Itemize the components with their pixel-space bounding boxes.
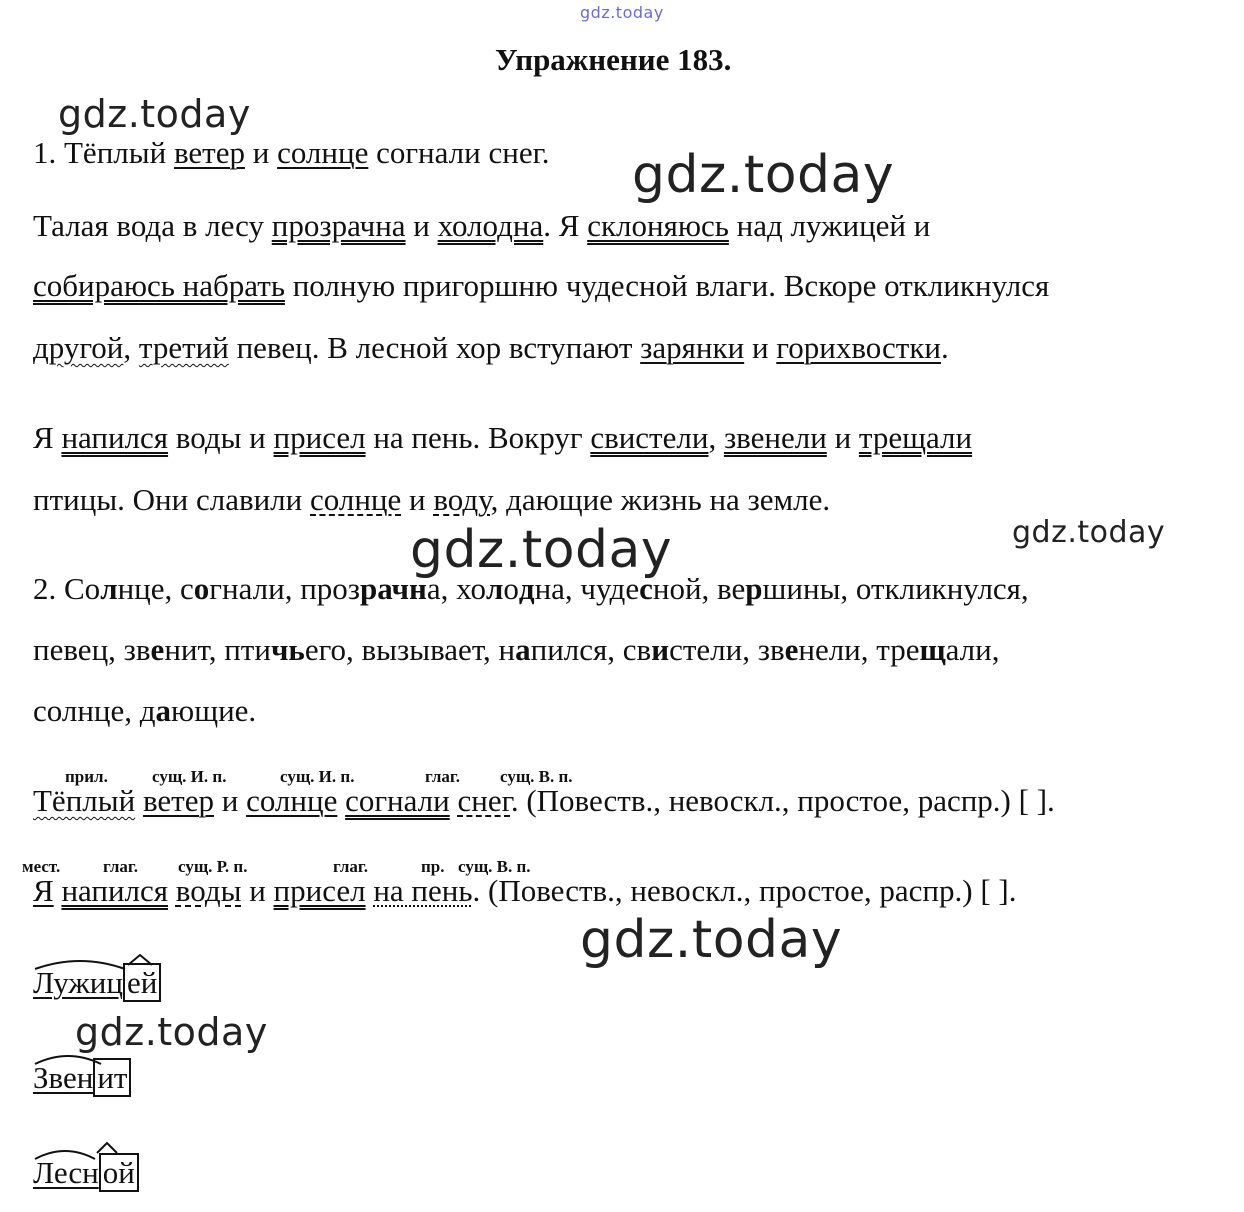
text: 2. Со bbox=[33, 571, 101, 606]
bold-letter: рачн bbox=[360, 571, 427, 606]
bold-letter: и bbox=[651, 632, 670, 667]
text: и bbox=[405, 208, 438, 243]
parse-sentence-2 bbox=[33, 873, 1016, 909]
subject-word: зарянки bbox=[640, 330, 745, 365]
part1-line-4 bbox=[33, 330, 949, 366]
bold-letter: а bbox=[515, 632, 531, 667]
predicate-word: трещали bbox=[858, 420, 973, 455]
bold-letter: д bbox=[518, 571, 535, 606]
text: ной, ве bbox=[652, 571, 746, 606]
text: ющие. bbox=[171, 693, 257, 728]
pos-label: сущ. В. п. bbox=[458, 857, 531, 876]
suffix-caret-icon bbox=[95, 1141, 121, 1155]
bold-letter: а bbox=[155, 693, 172, 728]
text: и bbox=[401, 482, 434, 517]
object-word: солнце bbox=[310, 482, 402, 517]
watermark-4: gdz.today bbox=[410, 520, 673, 580]
text: нит, пти bbox=[164, 632, 271, 667]
predicate-word: собираюсь набрать bbox=[33, 268, 285, 303]
pos-label: глаг. bbox=[425, 767, 460, 786]
text: и bbox=[213, 783, 247, 818]
pos-label: мест. bbox=[22, 857, 61, 876]
pos-label: сущ. Р. п. bbox=[178, 857, 248, 876]
subject-word: горихвостки bbox=[776, 330, 941, 365]
suffix-caret-icon bbox=[126, 953, 156, 967]
part2-line-3 bbox=[33, 693, 256, 729]
text bbox=[168, 873, 176, 908]
watermark-5: gdz.today bbox=[580, 910, 843, 970]
text: нце, с bbox=[117, 571, 194, 606]
text bbox=[337, 783, 345, 818]
part1-line-2 bbox=[33, 208, 930, 244]
predicate-word: холодна bbox=[437, 208, 544, 243]
object-word: воды bbox=[175, 873, 242, 908]
morpheme-ending: ой bbox=[99, 1153, 139, 1192]
predicate-word: согнали bbox=[345, 783, 450, 818]
text: , bbox=[123, 330, 139, 365]
text: али, bbox=[945, 632, 1000, 667]
bold-letter: р bbox=[745, 571, 763, 606]
bold-letter: е bbox=[784, 632, 799, 667]
part2-line-2 bbox=[33, 632, 999, 668]
text: согнали снег. bbox=[368, 135, 550, 170]
text: полную пригоршню чудесной влаги. Вскоре откликнулся bbox=[284, 268, 1050, 303]
morpheme-root: Лужиц bbox=[33, 965, 123, 1000]
predicate-word: присел bbox=[273, 420, 366, 455]
text: . (Повеств., невоскл., простое, распр.) [ ]. bbox=[472, 873, 1017, 908]
text: и bbox=[244, 135, 278, 170]
bold-letter: л bbox=[485, 571, 504, 606]
predicate-word: звенели bbox=[723, 420, 827, 455]
text: Я bbox=[33, 420, 62, 455]
pos-label: глаг. bbox=[333, 857, 368, 876]
text: и bbox=[744, 330, 777, 365]
bold-letter: о bbox=[193, 571, 210, 606]
text: , дающие жизнь на земле. bbox=[490, 482, 831, 517]
text: , bbox=[708, 420, 724, 455]
pos-label: сущ. И. п. bbox=[280, 767, 355, 786]
text: Талая вода в лесу bbox=[33, 208, 272, 243]
subject-word: Я bbox=[33, 873, 54, 908]
part1-line-5 bbox=[33, 420, 972, 456]
object-word: воду bbox=[433, 482, 491, 517]
part2-line-1 bbox=[33, 571, 1029, 607]
predicate-word: свистели bbox=[590, 420, 709, 455]
text: гнали, проз bbox=[209, 571, 361, 606]
bold-letter: чь bbox=[270, 632, 305, 667]
morpheme-root: Звен bbox=[33, 1060, 94, 1095]
predicate-word: напился bbox=[61, 420, 169, 455]
text: над лужицей и bbox=[728, 208, 931, 243]
text: стели, зв bbox=[669, 632, 785, 667]
text: певец. В лесной хор вступают bbox=[228, 330, 641, 365]
parse-sentence-1 bbox=[33, 783, 1055, 819]
bold-letter: с bbox=[639, 571, 653, 606]
pos-label: сущ. И. п. bbox=[152, 767, 227, 786]
text: певец, зв bbox=[33, 632, 151, 667]
text: солнце, д bbox=[33, 693, 156, 728]
text: на пень. Вокруг bbox=[365, 420, 591, 455]
text: . bbox=[940, 330, 949, 365]
pos-label: глаг. bbox=[103, 857, 138, 876]
object-word: снег bbox=[457, 783, 511, 818]
text: и bbox=[826, 420, 859, 455]
attribute-word: другой bbox=[33, 330, 124, 365]
predicate-word: присел bbox=[273, 873, 366, 908]
part1-line-6 bbox=[33, 482, 830, 518]
morpheme-word-3 bbox=[33, 1155, 139, 1191]
morpheme-word-1 bbox=[33, 965, 161, 1001]
text: нели, тре bbox=[798, 632, 920, 667]
part1-line-1 bbox=[33, 135, 550, 171]
morpheme-ending: ит bbox=[93, 1058, 131, 1097]
text: воды и bbox=[168, 420, 274, 455]
watermark-2: gdz.today bbox=[632, 145, 895, 205]
text: о bbox=[503, 571, 519, 606]
text: и bbox=[241, 873, 274, 908]
pos-label: пр. bbox=[421, 857, 445, 876]
subject-word: солнце bbox=[246, 783, 338, 818]
morpheme-root: Лесн bbox=[33, 1155, 99, 1190]
text: его, вызывает, н bbox=[304, 632, 516, 667]
root-arc-icon bbox=[33, 1147, 143, 1161]
morpheme-ending: ей bbox=[123, 963, 161, 1002]
text: . (Повеств., невоскл., простое, распр.) [ ]. bbox=[510, 783, 1055, 818]
root-arc-icon bbox=[33, 1052, 143, 1066]
attribute-word: третий bbox=[138, 330, 229, 365]
subject-word: ветер bbox=[173, 135, 245, 170]
text: на, чуде bbox=[534, 571, 640, 606]
adverbial-word: на пень bbox=[373, 873, 473, 908]
text: пился, св bbox=[530, 632, 652, 667]
predicate-word: склоняюсь bbox=[587, 208, 729, 243]
bold-letter: щ bbox=[919, 632, 946, 667]
pos-label: прил. bbox=[65, 767, 108, 786]
pos-label: сущ. В. п. bbox=[500, 767, 573, 786]
text: шины, откликнулся, bbox=[762, 571, 1029, 606]
text: птицы. Они славили bbox=[33, 482, 310, 517]
watermark-top: gdz.today bbox=[580, 3, 664, 22]
morpheme-word-2 bbox=[33, 1060, 131, 1096]
subject-word: ветер bbox=[142, 783, 214, 818]
predicate-word: прозрачна bbox=[271, 208, 406, 243]
page-title: Упражнение 183. bbox=[495, 42, 732, 77]
subject-word: солнце bbox=[277, 135, 369, 170]
part1-line-3 bbox=[33, 268, 1049, 304]
bold-letter: л bbox=[100, 571, 118, 606]
watermark-3: gdz.today bbox=[1012, 515, 1166, 550]
text bbox=[135, 783, 143, 818]
text: 1. Тёплый bbox=[33, 135, 174, 170]
watermark-1: gdz.today bbox=[58, 92, 251, 136]
text: а, хо bbox=[426, 571, 486, 606]
attribute-word: Тёплый bbox=[33, 783, 136, 818]
bold-letter: е bbox=[150, 632, 165, 667]
predicate-word: напился bbox=[61, 873, 169, 908]
watermark-6: gdz.today bbox=[75, 1010, 268, 1054]
text: . Я bbox=[543, 208, 588, 243]
